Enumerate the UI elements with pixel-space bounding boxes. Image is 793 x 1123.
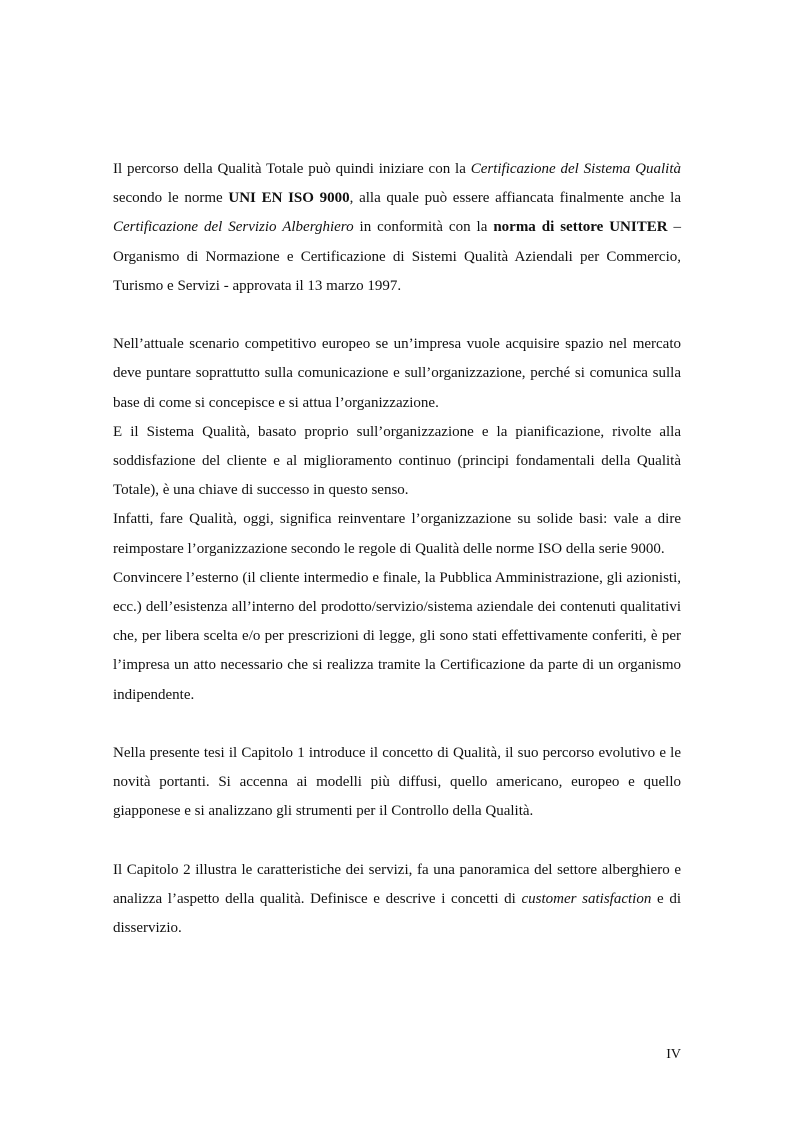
text-run: e di disservizio. bbox=[113, 891, 681, 937]
paragraph-capitolo-1 bbox=[113, 739, 681, 827]
text-run: Convincere l’esterno (il cliente intermedio e finale, la Pubblica Amministrazione, gli azionisti, ecc.) dell’esistenza all’interno del prodotto/servizio/sistema aziendale dei contenuti qualitativi che, per libera scelta e/o per prescrizioni di legge, gli sono stati effettivamente conferiti, è per l’impresa un atto necessario che si realizza tramite la Certificazione da parte di un organismo indipendente. bbox=[113, 569, 681, 703]
paragraph-intro bbox=[113, 155, 681, 301]
paragraph-capitolo-2 bbox=[113, 856, 681, 944]
text-run: in conformità con la bbox=[353, 219, 494, 236]
paragraph-gap bbox=[113, 827, 681, 856]
text-run: E il Sistema Qualità, basato proprio sull’organizzazione e la pianificazione, rivolte alla soddisfazione del cliente e al miglioramento continuo (principi fondamentali della Qualità Totale), è una chiave di successo in questo senso. bbox=[113, 423, 681, 499]
text-run: Il percorso della Qualità Totale può quindi iniziare con la bbox=[113, 161, 471, 177]
text-run: , alla quale può essere affiancata finalmente anche la bbox=[349, 190, 681, 207]
text-run: Nell’attuale scenario competitivo europeo se un’impresa vuole acquisire spazio nel mercato deve puntare soprattutto sulla comunicazione e sull’organizzazione, perché si comunica sulla base di come si concepisce e si attua l’organizzazione. bbox=[113, 336, 681, 411]
paragraph-scenario bbox=[113, 330, 681, 418]
paragraph-gap bbox=[113, 710, 681, 739]
page-number: IV bbox=[666, 1047, 681, 1062]
paragraph-sistema-qualita bbox=[113, 418, 681, 506]
paragraph-fare-qualita bbox=[113, 505, 681, 563]
text-run: – Organismo di Normazione e Certificazione di Sistemi Qualità Aziendali per Commercio, Turismo e Servizi - approvata il 13 marzo 1997. bbox=[113, 219, 681, 294]
italic-run: Certificazione del Servizio Alberghiero bbox=[113, 219, 354, 236]
bold-run: norma di settore UNITER bbox=[493, 219, 668, 236]
document-body bbox=[113, 155, 681, 943]
bold-run: UNI EN ISO 9000 bbox=[228, 190, 350, 207]
text-run: Il Capitolo 2 illustra le caratteristiche dei servizi, fa una panoramica del settore alberghiero e analizza l’aspetto della qualità. Definisce e descrive i concetti di bbox=[113, 861, 681, 908]
italic-run: customer satisfaction bbox=[521, 891, 652, 908]
paragraph-convincere bbox=[113, 564, 681, 710]
text-run: secondo le norme bbox=[113, 190, 229, 207]
text-run: Infatti, fare Qualità, oggi, significa reinventare l’organizzazione su solide basi: vale a dire reimpostare l’organizzazione secondo le regole di Qualità delle norme ISO della serie 9000. bbox=[113, 511, 681, 557]
paragraph-gap bbox=[113, 301, 681, 330]
italic-run: Certificazione del Sistema Qualità bbox=[470, 161, 681, 177]
text-run: Nella presente tesi il Capitolo 1 introduce il concetto di Qualità, il suo percorso evolutivo e le novità portanti. Si accenna ai modelli più diffusi, quello americano, europeo e quello giapponese e si analizzano gli strumenti per il Controllo della Qualità. bbox=[113, 745, 681, 820]
